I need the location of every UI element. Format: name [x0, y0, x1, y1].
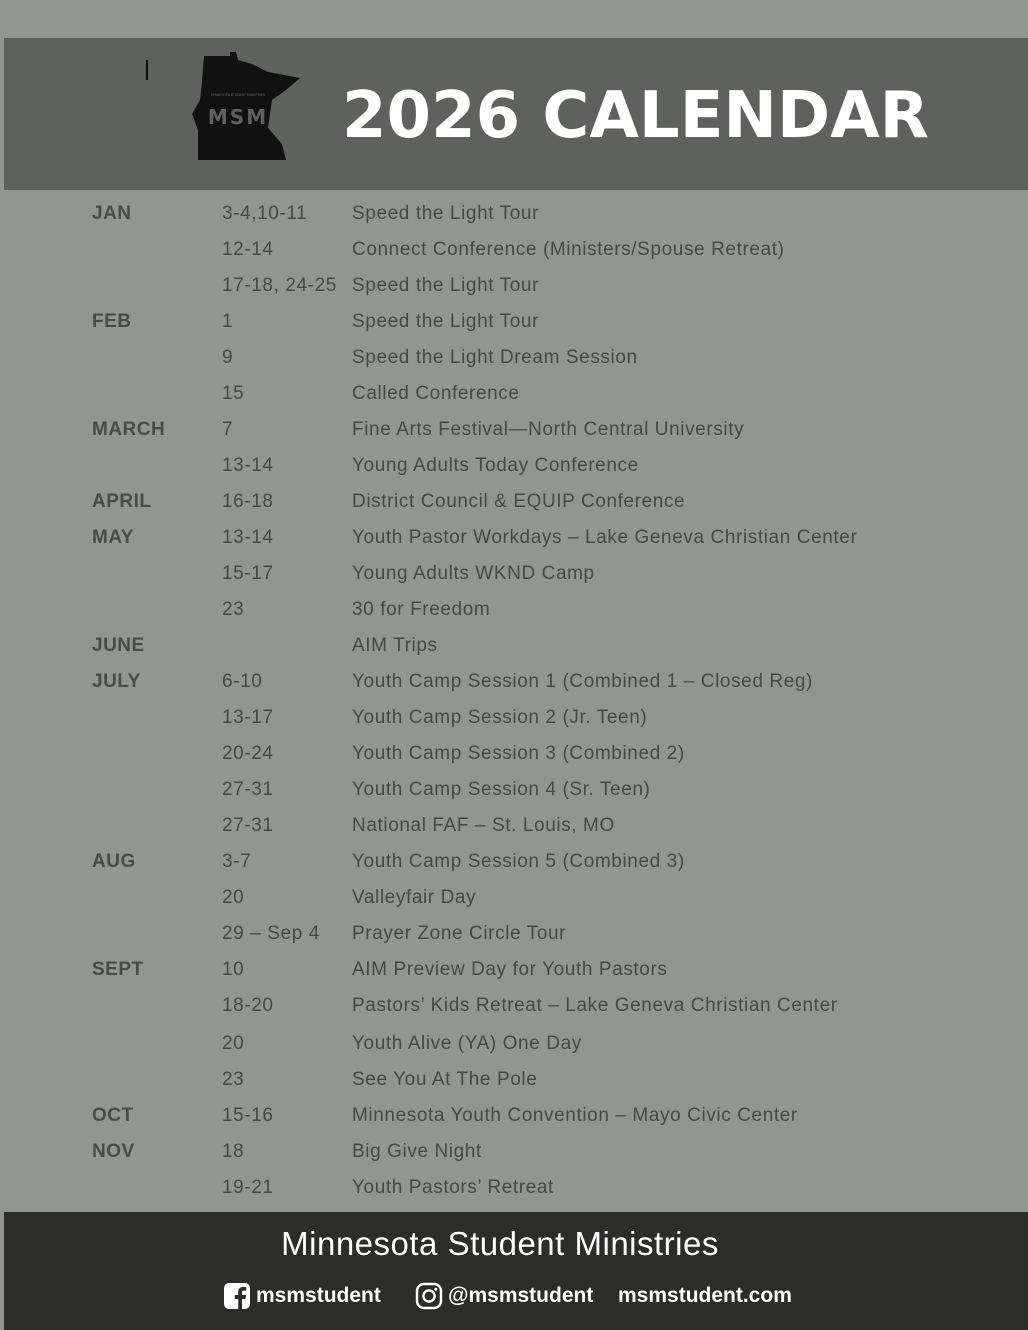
- event-date: 13-14: [222, 455, 274, 476]
- calendar-page: [4, 0, 1028, 1330]
- event-name: National FAF – St. Louis, MO: [352, 815, 615, 836]
- event-date: 10: [222, 959, 245, 980]
- month-label: FEB: [92, 311, 132, 332]
- event-date: 7: [222, 419, 234, 440]
- event-date: 20: [222, 1033, 245, 1054]
- event-row: [92, 412, 992, 448]
- event-row: [92, 1098, 992, 1134]
- event-name: Connect Conference (Ministers/Spouse Retreat): [352, 239, 785, 260]
- website-link[interactable]: msmstudent.com: [618, 1284, 792, 1307]
- month-label: NOV: [92, 1141, 135, 1162]
- event-row: [92, 1026, 992, 1062]
- instagram-icon: [414, 1281, 444, 1311]
- event-date: 15: [222, 383, 245, 404]
- event-name: Prayer Zone Circle Tour: [352, 923, 567, 944]
- event-date: 12-14: [222, 239, 274, 260]
- event-name: Youth Pastors’ Retreat: [352, 1177, 554, 1198]
- event-name: AIM Preview Day for Youth Pastors: [352, 959, 668, 980]
- event-row: [92, 520, 992, 556]
- event-date: 18-20: [222, 995, 274, 1016]
- event-row: [92, 376, 992, 412]
- month-label: MAY: [92, 527, 134, 548]
- event-name: Youth Camp Session 2 (Jr. Teen): [352, 707, 648, 728]
- event-date: 3-7: [222, 851, 252, 872]
- event-name: See You At The Pole: [352, 1069, 538, 1090]
- event-row: [92, 664, 992, 700]
- instagram-handle[interactable]: [414, 1280, 593, 1312]
- event-row: [92, 1134, 992, 1170]
- event-row: [92, 628, 992, 664]
- event-row: [92, 988, 992, 1026]
- logo-text: MSM: [207, 105, 269, 129]
- month-label: APRIL: [92, 491, 152, 512]
- organization-name: Minnesota Student Ministries: [281, 1225, 719, 1262]
- event-row: [92, 736, 992, 772]
- event-date: 15-17: [222, 563, 274, 584]
- event-name: Youth Alive (YA) One Day: [352, 1033, 582, 1054]
- event-date: 6-10: [222, 671, 263, 692]
- event-date: 13-14: [222, 527, 274, 548]
- event-row: [92, 700, 992, 736]
- event-row: [92, 196, 992, 232]
- event-name: Young Adults Today Conference: [352, 455, 639, 476]
- event-row: [92, 340, 992, 376]
- event-row: [92, 592, 992, 628]
- month-label: JULY: [92, 671, 141, 692]
- msm-minnesota-logo: [190, 52, 304, 162]
- event-name: AIM Trips: [352, 635, 438, 656]
- event-date: 18: [222, 1141, 245, 1162]
- event-date: 13-17: [222, 707, 274, 728]
- facebook-icon: [222, 1281, 252, 1311]
- event-row: [92, 952, 992, 988]
- event-name: District Council & EQUIP Conference: [352, 491, 686, 512]
- event-name: Young Adults WKND Camp: [352, 563, 595, 584]
- event-row: [92, 484, 992, 520]
- event-name: Speed the Light Tour: [352, 311, 540, 332]
- event-name: Called Conference: [352, 383, 520, 404]
- event-name: 30 for Freedom: [352, 599, 491, 620]
- event-name: Big Give Night: [352, 1141, 482, 1162]
- text-cursor: [146, 60, 148, 80]
- month-label: MARCH: [92, 419, 166, 440]
- facebook-handle[interactable]: [222, 1280, 381, 1312]
- event-name: Youth Camp Session 1 (Combined 1 – Closed Reg): [352, 671, 813, 692]
- event-name: Speed the Light Tour: [352, 203, 540, 224]
- event-name: Fine Arts Festival—North Central University: [352, 419, 745, 440]
- event-row: [92, 556, 992, 592]
- event-date: 9: [222, 347, 234, 368]
- page-title: 2026 CALENDAR: [342, 79, 929, 153]
- event-date: 1: [222, 311, 234, 332]
- event-name: Speed the Light Dream Session: [352, 347, 638, 368]
- event-date: 23: [222, 1069, 245, 1090]
- event-name: Youth Pastor Workdays – Lake Geneva Christian Center: [352, 527, 858, 548]
- event-date: 27-31: [222, 779, 274, 800]
- event-date: 15-16: [222, 1105, 274, 1126]
- event-name: Minnesota Youth Convention – Mayo Civic Center: [352, 1105, 798, 1126]
- event-name: Youth Camp Session 4 (Sr. Teen): [352, 779, 651, 800]
- facebook-handle-text: msmstudent: [256, 1284, 381, 1307]
- event-row: [92, 844, 992, 880]
- event-date: 17-18, 24-25: [222, 275, 337, 296]
- event-date: 23: [222, 599, 245, 620]
- event-row: [92, 808, 992, 844]
- event-row: [92, 232, 992, 268]
- event-date: 16-18: [222, 491, 274, 512]
- event-name: Pastors’ Kids Retreat – Lake Geneva Christian Center: [352, 995, 838, 1016]
- event-row: [92, 880, 992, 916]
- event-row: [92, 1062, 992, 1098]
- event-date: 20: [222, 887, 245, 908]
- month-label: JAN: [92, 203, 132, 224]
- event-row: [92, 1170, 992, 1206]
- event-date: 19-21: [222, 1177, 274, 1198]
- event-name: Speed the Light Tour: [352, 275, 540, 296]
- event-name: Youth Camp Session 3 (Combined 2): [352, 743, 685, 764]
- month-label: SEPT: [92, 959, 144, 980]
- event-row: [92, 772, 992, 808]
- event-row: [92, 448, 992, 484]
- logo-small-text: MINNESOTA STUDENT MINISTRIES: [210, 93, 266, 97]
- event-row: [92, 268, 992, 304]
- month-label: JUNE: [92, 635, 145, 656]
- event-date: 29 – Sep 4: [222, 923, 320, 944]
- event-date: 3-4,10-11: [222, 203, 308, 224]
- month-label: OCT: [92, 1105, 134, 1126]
- event-row: [92, 304, 992, 340]
- event-date: 27-31: [222, 815, 274, 836]
- event-row: [92, 916, 992, 952]
- month-label: AUG: [92, 851, 136, 872]
- event-date: 20-24: [222, 743, 274, 764]
- event-name: Valleyfair Day: [352, 887, 477, 908]
- event-list: [92, 196, 992, 1206]
- instagram-handle-text: @msmstudent: [448, 1284, 594, 1307]
- event-name: Youth Camp Session 5 (Combined 3): [352, 851, 685, 872]
